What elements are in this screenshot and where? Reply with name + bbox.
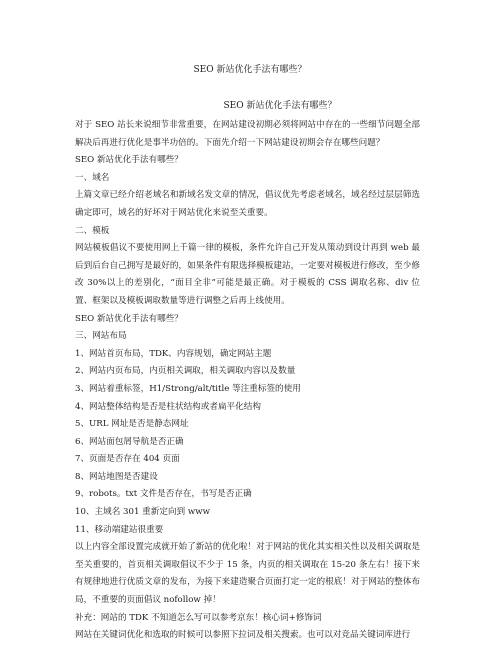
- domain-paragraph: 上篇文章已经介绍老域名和新域名发文章的情况，倡议优先考虑老域名，域名经过层层筛选确定即可，域名的好坏对于网站优化来说至关重要。: [75, 190, 420, 218]
- document-title: SEO 新站优化手法有哪些？: [193, 65, 307, 75]
- list-item: 1、网站首页布局，TDK、内容规划，确定网站主题: [75, 348, 272, 359]
- list-item: 6、网站面包屑导航是否正确: [75, 436, 184, 447]
- repeated-heading: SEO 新站优化手法有哪些？: [75, 155, 183, 166]
- summary-paragraph: 以上内容全部设置完成就开始了新站的优化啦！对于网站的优化其实相关性以及相关调取是至关重要的，首页相关调取倡议不少于 15 条，内页的相关调取在 15-20 条左右！接下来有规律地进行优质文章的发布，为接下来建造聚合页面打定一定的根底！对于网站的整体布局，不重要的页面倡议 nofollow 掉！: [75, 542, 420, 606]
- list-item: 9、robots。txt 文件是否存在，书写是否正确: [75, 489, 252, 500]
- list-item: 4、网站整体结构是否是柱状结构或者扁平化结构: [75, 401, 261, 412]
- list-item: 11、移动端建站很重要: [75, 524, 164, 535]
- keyword-paragraph: 网站在关键词优化和选取的时候可以参照下拉词及相关搜索。也可以对竞品关键词库进行: [75, 630, 411, 641]
- repeated-heading: SEO 新站优化手法有哪些？: [75, 313, 183, 324]
- template-paragraph: 网站模板倡议不要使用网上千篇一律的模板，条件允许自己开发从策动到设计再到 web 最后到后台自己拥写是最好的，如果条件有限选择模板建站，一定要对模板进行修改，至少修改 30%以上的差别化，“面目全非”可能是最正确。对于模板的 CSS 调取名称、div 位置、框架以及模板调取数量等进行调整之后再上线使用。: [75, 243, 420, 306]
- list-item: 10、主域名 301 重新定向到 www: [75, 507, 210, 518]
- list-item: 5、URL 网址是否是静态网址: [75, 419, 189, 430]
- list-item: 2、网站内页布局，内页相关调取，相关调取内容以及数量: [75, 366, 296, 377]
- section-heading-layout: 三、网站布局: [75, 331, 127, 342]
- document-body: [75, 117, 420, 645]
- section-heading-domain: 一、域名: [75, 172, 110, 183]
- list-item: 8、网站地图是否建设: [75, 471, 158, 482]
- supplement-line: 补充：网站的 TDK 不知道怎么写可以参考京东！核心词+修饰词: [75, 612, 322, 623]
- section-heading-template: 二、模板: [75, 225, 110, 236]
- intro-paragraph: 对于 SEO 站长来说细节非常重要，在网站建设初期必须将网站中存在的一些细节问题全部解决后再进行优化是事半功倍的。下面先介绍一下网站建设初期会存在哪些问题？: [75, 120, 420, 148]
- document-subtitle: SEO 新站优化手法有哪些？: [223, 101, 337, 111]
- list-item: 7、页面是否存在 404 页面: [75, 454, 180, 465]
- list-item: 3、网站着重标签，H1/Strong/alt/title 等注重标签的使用: [75, 383, 301, 394]
